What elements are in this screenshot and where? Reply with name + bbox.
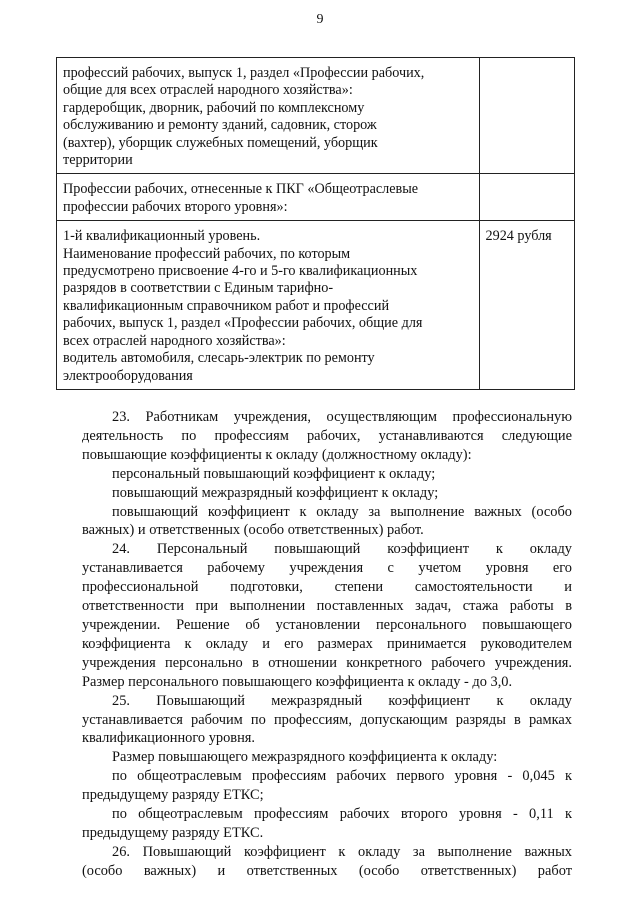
cell-text-line: гардеробщик, дворник, рабочий по комплексному (63, 99, 365, 116)
paragraph-24-line: профессиональной подготовки, степени самостоятельности и (82, 579, 572, 596)
paragraph-26-line: 26. Повышающий коэффициент к окладу за выполнение важных (112, 843, 572, 860)
cell-text-line: всех отраслей народного хозяйства»: (63, 332, 286, 349)
paragraph-25-line: предыдущему разряду ЕТКС. (82, 824, 264, 841)
paragraph-25-line: устанавливается рабочим по профессиям, допускающим разряды в рамках (82, 711, 572, 728)
paragraph-24-line: устанавливается рабочему учреждения с учетом уровня его (82, 560, 572, 577)
cell-text-line: Наименование профессий рабочих, по которым (63, 245, 351, 262)
coefficient-item: персональный повышающий коэффициент к окладу; (112, 465, 436, 482)
paragraph-23-line: повышающие коэффициенты к окладу (должностному окладу): (82, 446, 472, 463)
paragraph-24-line: ответственности при выполнении поставленных задач, стажа работы в (82, 598, 572, 615)
page-number: 9 (316, 12, 324, 27)
salary-cell (479, 174, 575, 221)
salary-table (56, 57, 575, 390)
table-row (57, 174, 575, 221)
body-text (82, 408, 572, 881)
coefficient-item: повышающий межразрядный коэффициент к окладу; (112, 484, 439, 501)
coefficient-item: важных) и ответственных (особо ответственных) работ. (82, 522, 424, 539)
profession-cell (57, 174, 480, 221)
cell-text-line: общие для всех отраслей народного хозяйства»: (63, 82, 353, 99)
cell-text-line: Профессии рабочих, отнесенные к ПКГ «Общеотраслевые (63, 181, 419, 198)
paragraph-24-line: учреждения персонально в отношении конкретного рабочего учреждения. (82, 654, 572, 671)
coefficient-item: повышающий коэффициент к окладу за выполнение важных (особо (112, 503, 572, 520)
paragraph-25-line: квалификационного уровня. (82, 730, 256, 747)
paragraph-25-line: предыдущему разряду ЕТКС; (82, 787, 264, 804)
paragraph-23-line: деятельность по профессиям рабочих, устанавливаются следующие (82, 427, 572, 444)
paragraph-24-line: учреждении. Решение об установлении персонального повышающего (82, 616, 572, 633)
cell-text-line: разрядов в соответствии с Единым тарифно- (63, 280, 334, 297)
cell-text-line: обслуживанию и ремонту зданий, садовник, сторож (63, 117, 377, 134)
paragraph-25-line: по общеотраслевым профессиям рабочих первого уровня - 0,045 к (112, 768, 572, 785)
profession-cell (57, 221, 480, 390)
paragraph-23-line: 23. Работникам учреждения, осуществляющим профессиональную (112, 409, 572, 425)
cell-text-line: рабочих, выпуск 1, раздел «Профессии рабочих, общие для (63, 315, 423, 332)
table-row (57, 58, 575, 174)
salary-cell: 2924 рубля (479, 221, 575, 390)
cell-text-line: водитель автомобиля, слесарь-электрик по ремонту (63, 350, 375, 367)
table-row (57, 221, 575, 390)
cell-text-line: территории (63, 152, 133, 169)
cell-text-line: электрооборудования (63, 367, 193, 384)
paragraph-25-line: по общеотраслевым профессиям рабочих второго уровня - 0,11 к (112, 806, 572, 823)
paragraph-24-line: Размер персонального повышающего коэффициента к окладу - до 3,0. (82, 673, 513, 690)
paragraph-25-line: 25. Повышающий межразрядный коэффициент к окладу (112, 692, 572, 709)
cell-text-line: 1-й квалификационный уровень. (63, 228, 261, 245)
cell-text-line: предусмотрено присвоение 4-го и 5-го квалификационных (63, 263, 418, 280)
cell-text-line: профессии рабочих второго уровня»: (63, 198, 288, 215)
cell-text-line: профессий рабочих, выпуск 1, раздел «Профессии рабочих, (63, 65, 425, 81)
profession-cell (57, 58, 480, 174)
paragraph-26-line: (особо важных) и ответственных (особо ответственных) работ (82, 862, 572, 879)
salary-cell (479, 58, 575, 174)
cell-text-line: (вахтер), уборщик служебных помещений, уборщик (63, 134, 378, 151)
paragraph-25-line: Размер повышающего межразрядного коэффициента к окладу: (112, 749, 498, 766)
paragraph-24-line: коэффициента к окладу и его размерах принимается руководителем (82, 635, 572, 652)
paragraph-24-line: 24. Персональный повышающий коэффициент к окладу (112, 541, 572, 558)
cell-text-line: квалификационным справочником работ и профессий (63, 297, 390, 314)
